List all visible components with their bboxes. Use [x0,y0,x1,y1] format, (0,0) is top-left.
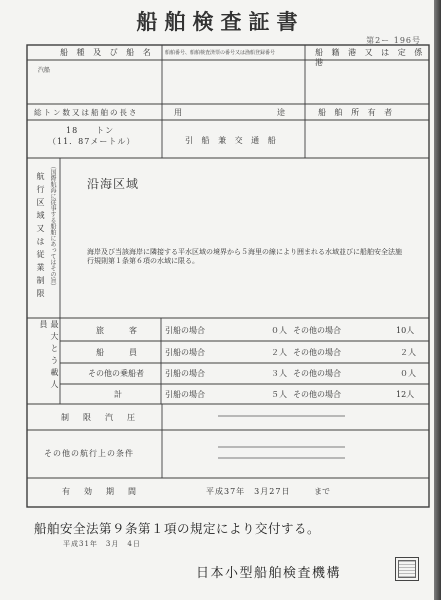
capacity-type: 旅 客 [96,326,140,335]
official-seal-icon [395,557,419,581]
pressure-limit-label: 制 限 汽 圧 [61,413,138,422]
validity-label: 有 効 期 間 [62,487,139,496]
capacity-value: 12人 [396,390,415,399]
home-port-header: 船 籍 港 又 は 定 係 港 [315,48,426,67]
capacity-value: ５人 [271,390,287,399]
capacity-condition: その他の場合 [293,369,341,378]
issuance-date: 平成31年 3月 4日 [63,540,141,548]
capacity-value: ２人 [271,348,287,357]
tonnage-header: 総トン数又は船舶の長さ [34,108,139,117]
navigation-area-name: 沿海区域 [87,177,140,191]
capacity-condition: 引船の場合 [165,369,205,378]
use-label: 用 [174,108,182,117]
use-suffix: 途 [277,108,285,117]
navigation-area-note: （国際航海に従事する船舶にあってはその旨） [49,163,56,289]
capacity-value: ０人 [400,369,416,378]
issuing-authority: 日本小型船舶検査機構 [196,566,342,581]
capacity-value: ２人 [400,348,416,357]
capacity-condition: その他の場合 [293,390,341,399]
document-title: 船舶検査証書 [136,9,305,34]
capacity-value: ３人 [271,369,287,378]
ship-length-value: （11．87メートル） [48,137,136,146]
max-capacity-header: 最大とう載人員 [39,320,59,392]
ship-use-value: 引 船 兼 交 通 船 [185,136,279,145]
navigation-area-description: 海岸及び当該海岸に隣接する平水区域の境界から５海里の線により囲まれる水域並びに船舶安全法施行規則第１条第６項の水域に限る。 [87,248,402,265]
capacity-condition: 引船の場合 [165,348,205,357]
capacity-condition: 引船の場合 [165,390,205,399]
issuance-statement: 船舶安全法第９条第１項の規定により交付する。 [34,521,321,536]
navigation-area-header: 航行区域又は従業制限 [36,172,45,302]
capacity-type: 船 員 [96,348,140,357]
owner-header: 船 舶 所 有 者 [318,108,396,117]
validity-suffix: まで [314,487,330,496]
capacity-value: ０人 [271,326,287,335]
form-number: 第2ー 196号 [366,36,421,45]
ship-type-value: 汽船 [38,67,51,74]
validity-date: 平成37年 3月27日 [206,487,291,496]
capacity-value: 10人 [396,326,415,335]
capacity-type: 計 [114,390,122,399]
capacity-type: その他の乗船者 [88,369,144,378]
capacity-condition: その他の場合 [293,348,341,357]
gross-tonnage-value: 18 トン [66,126,115,135]
capacity-condition: その他の場合 [293,326,341,335]
ship-number-header: 船舶番号、船舶検査済票の番号又は漁船登録番号 [165,50,276,56]
capacity-condition: 引船の場合 [165,326,205,335]
ship-name-header: 船 種 及 び 船 名 [60,48,154,57]
other-conditions-label: その他の航行上の条件 [44,449,134,458]
